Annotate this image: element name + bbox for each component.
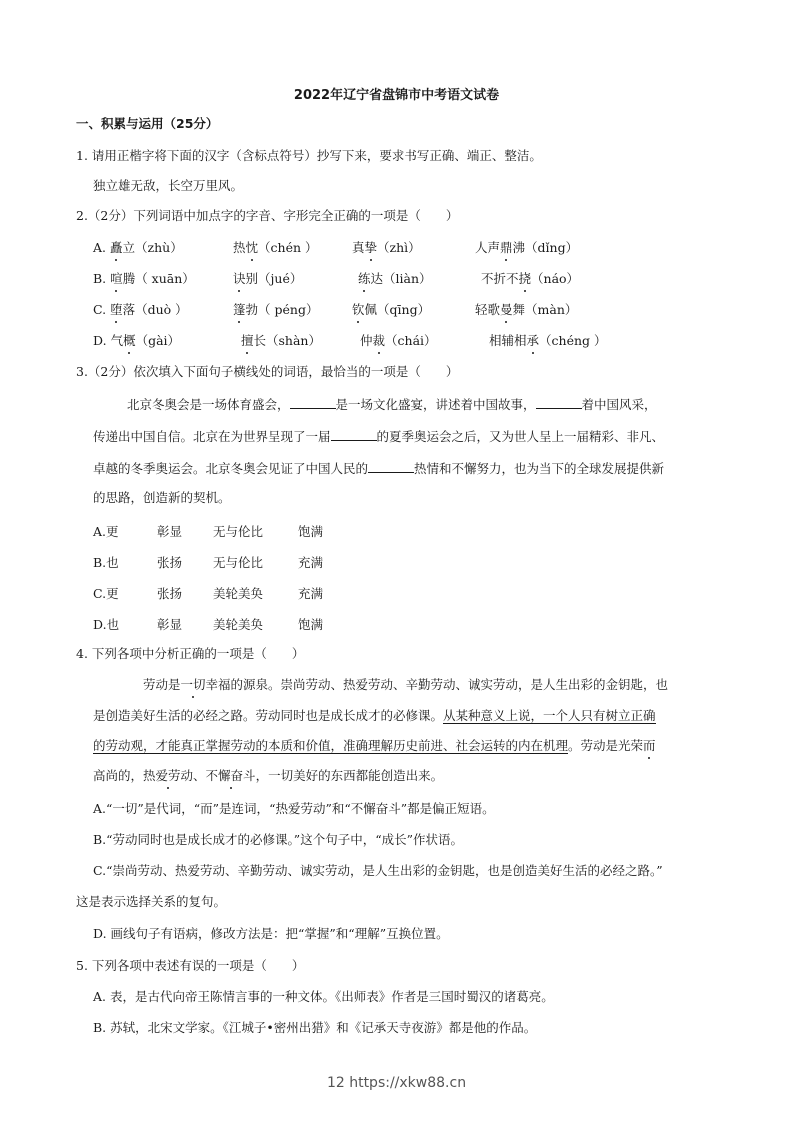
option-label: D. (93, 333, 107, 348)
question-1-text: 独立雄无敌，长空万里风。 (93, 178, 244, 193)
dotted-word: 热爱劳动 (143, 768, 194, 783)
passage-text: 北京冬奥会是一场体育盛会， (127, 397, 290, 412)
word-text: 立（zhù） (122, 240, 183, 255)
dotted-word: 不懈奋斗 (205, 768, 256, 783)
q2-option-row (93, 331, 180, 349)
passage-text: 热情和不懈努力，也为当下的全球发展提供新 (414, 461, 665, 476)
word-text: （gài） (135, 333, 181, 348)
word-text: 沸（dǐng） (512, 240, 579, 255)
dotted-word: 一切 (180, 677, 206, 692)
word-text: （zhì） (377, 240, 421, 255)
dotted-char: 鼎 (500, 240, 513, 255)
word-text: 不折不 (481, 271, 519, 286)
option-word: 彰显 (157, 617, 183, 632)
passage-text: 是创造美好生活的必经之路。劳动同时也是成长成才的必修课。 (93, 708, 444, 723)
q3-option-row (93, 615, 119, 633)
word-text: 达（liàn） (370, 271, 432, 286)
dotted-char: 篷 (233, 302, 246, 317)
dotted-char: 概 (123, 333, 136, 348)
question-4-passage-line (143, 677, 668, 693)
option-word: 饱满 (298, 617, 324, 632)
word-text: 舞（màn） (512, 302, 578, 317)
q2-option-item (233, 300, 318, 318)
q2-option-row (93, 300, 188, 318)
q2-option-item (475, 238, 578, 256)
dotted-char: 挚 (364, 240, 378, 255)
option-label: B. (93, 271, 107, 286)
option-word: 充满 (298, 555, 324, 570)
question-3-passage-line (93, 428, 664, 445)
fill-blank (331, 428, 377, 441)
question-4-option-a: A.“一切”是代词，“而”是连词，“热爱劳动”和“不懈奋斗”都是偏正短语。 (93, 801, 495, 816)
question-3-passage-line (93, 460, 664, 477)
option-label: A. (93, 240, 107, 255)
dotted-char: 擅 (241, 333, 254, 348)
question-3-passage-line (127, 396, 657, 413)
underlined-sentence: 从某种意义上说，一个人只有树立正确 (443, 708, 656, 723)
word-text: 腾（ xuān） (122, 271, 195, 286)
q3-option-row (93, 584, 119, 602)
word-text: 勃（ péng） (245, 302, 319, 317)
question-5-option-b: B. 苏轼，北宋文学家。《江城子•密州出猎》和《记承天寺夜游》都是他的作品。 (93, 1020, 537, 1035)
word-text: 相辅相 (489, 333, 527, 348)
question-5-option-a: A. 表，是古代向帝王陈情言事的一种文体。《出师表》作者是三国时蜀汉的诸葛亮。 (93, 989, 554, 1004)
dotted-char: 挠 (518, 271, 532, 286)
question-3-stem: 3.（2分）依次填入下面句子横线处的词语，最恰当的一项是（ ） (76, 364, 459, 379)
fill-blank (290, 396, 336, 409)
passage-text: 、 (193, 768, 206, 783)
q2-option-item (475, 300, 577, 318)
q3-option-row (93, 522, 119, 540)
passage-text: 着中国风采， (581, 397, 657, 412)
question-3-passage-line: 的思路，创造新的契机。 (93, 490, 231, 505)
question-4-option-c-cont: 这是表示选择关系的复句。 (76, 894, 227, 909)
q2-option-item (233, 269, 302, 287)
dotted-char: 练 (358, 271, 371, 286)
q2-option-item (233, 238, 318, 256)
dotted-char: 矗 (110, 240, 123, 255)
q3-option-row (93, 553, 119, 571)
word-text: 热 (233, 240, 246, 255)
dotted-word: 而 (643, 738, 656, 753)
dotted-char: 曼 (500, 302, 513, 317)
fill-blank (368, 460, 414, 473)
question-4-passage-line (93, 768, 443, 784)
question-4-passage-line (93, 738, 656, 754)
question-4-stem: 4. 下列各项中分析正确的一项是（ ） (76, 646, 305, 661)
option-word: 美轮美奂 (213, 586, 264, 601)
q2-option-row (93, 269, 195, 287)
option-label: B. (93, 555, 107, 570)
dotted-char: 钦 (352, 302, 365, 317)
passage-text: 传递出中国自信。北京在为世界呈现了一届 (93, 429, 331, 444)
word-text: 长（shàn） (253, 333, 321, 348)
option-word: 充满 (298, 586, 324, 601)
option-word: 美轮美奂 (213, 617, 264, 632)
exam-title: 2022年辽宁省盘锦市中考语文试卷 (293, 88, 500, 103)
option-word: 彰显 (157, 524, 183, 539)
dotted-char: 喧 (110, 271, 123, 286)
q2-option-row (93, 238, 183, 256)
option-label: D. (93, 617, 107, 632)
q2-option-item (489, 331, 607, 349)
word-text: 轻歌 (475, 302, 501, 317)
word-text: （chái） (385, 333, 437, 348)
option-word: 更 (106, 586, 119, 601)
option-word: 也 (106, 617, 120, 632)
question-5-stem: 5. 下列各项中表述有误的一项是（ ） (76, 958, 305, 973)
passage-text: 幸福的源泉。崇尚劳动、热爱劳动、辛勤劳动、诚实劳动，是人生出彩的金钥匙，也 (205, 677, 669, 692)
word-text: （chén ） (258, 240, 318, 255)
question-1-stem: 1. 请用正楷字将下面的汉字（含标点符号）抄写下来，要求书写正确、端正、整洁。 (76, 148, 542, 163)
question-4-passage-line (93, 708, 656, 724)
option-word: 无与伦比 (213, 524, 264, 539)
option-word: 张扬 (157, 586, 183, 601)
q2-option-item (360, 331, 437, 349)
word-text: （náo） (531, 271, 580, 286)
option-word: 无与伦比 (213, 555, 264, 570)
q2-option-item (352, 300, 430, 318)
fill-blank (536, 396, 582, 409)
passage-text: 卓越的冬季奥运会。北京冬奥会见证了中国人民的 (93, 461, 369, 476)
option-word: 饱满 (298, 524, 324, 539)
q2-option-item (358, 269, 432, 287)
option-label: C. (93, 302, 107, 317)
page-footer: 12 https://xkw88.cn (326, 1075, 467, 1091)
dotted-char: 忱 (245, 240, 259, 255)
word-text: 佩（qīng） (364, 302, 431, 317)
dotted-char: 堕 (110, 302, 123, 317)
dotted-char: 诀 (233, 271, 246, 286)
passage-text: 高尚的， (93, 768, 144, 783)
passage-text: ，一切美好的东西都能创造出来。 (255, 768, 444, 783)
question-4-option-b: B.“劳动同时也是成长成才的必修课。”这个句子中，“成长”作状语。 (93, 832, 463, 847)
word-text: 别（jué） (245, 271, 303, 286)
dotted-char: 裁 (372, 333, 386, 348)
passage-text: 是一场文化盛宴，讲述着中国故事， (335, 397, 536, 412)
question-4-option-d: D. 画线句子有语病，修改方法是：把“掌握”和“理解”互换位置。 (93, 926, 449, 941)
dotted-char: 承 (526, 333, 540, 348)
word-text: 落（duò ） (122, 302, 188, 317)
passage-text: 劳动是 (143, 677, 181, 692)
option-label: C. (93, 586, 107, 601)
section-heading: 一、积累与运用（25分） (76, 116, 219, 131)
word-text: 仲 (360, 333, 373, 348)
question-2-stem: 2.（2分）下列词语中加点字的字音、字形完全正确的一项是（ ） (76, 208, 459, 223)
q2-option-item (241, 331, 321, 349)
passage-text: 。劳动是光荣 (568, 738, 644, 753)
option-word: 也 (106, 555, 119, 570)
word-text: 真 (352, 240, 365, 255)
word-text: （chéng ） (539, 333, 607, 348)
option-label: A. (93, 524, 107, 539)
word-text: 人声 (475, 240, 501, 255)
word-text: 气 (110, 333, 124, 348)
option-word: 张扬 (157, 555, 183, 570)
option-word: 更 (106, 524, 119, 539)
passage-text: 的夏季奥运会之后，又为世人呈上一届精彩、非凡、 (376, 429, 665, 444)
question-4-option-c: C.“崇尚劳动、热爱劳动、辛勤劳动、诚实劳动，是人生出彩的金钥匙，也是创造美好生活的必经之路。” (93, 863, 663, 878)
q2-option-item (352, 238, 421, 256)
q2-option-item (481, 269, 579, 287)
underlined-sentence: 的劳动观，才能真正掌握劳动的本质和价值，准确理解历史前进、社会运转的内在机理 (93, 738, 569, 753)
